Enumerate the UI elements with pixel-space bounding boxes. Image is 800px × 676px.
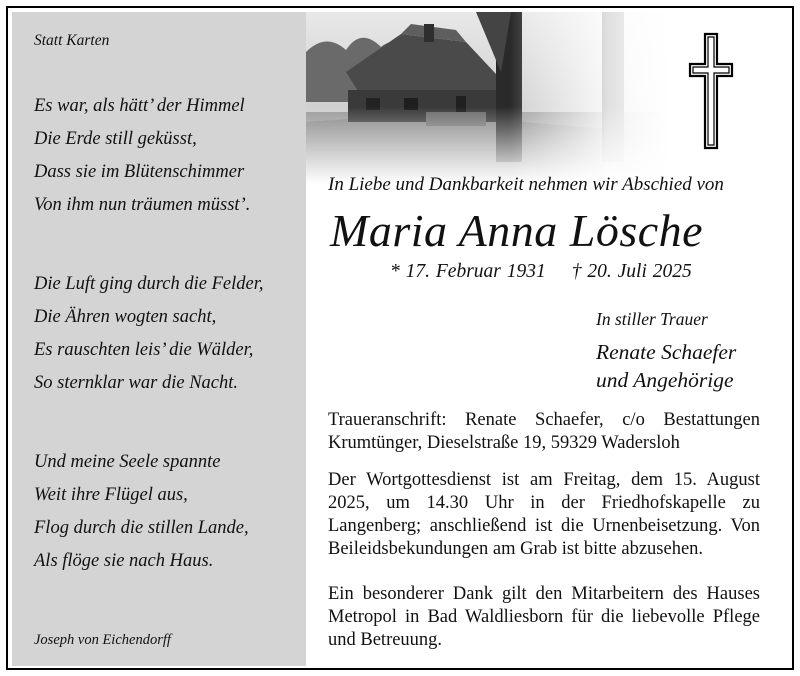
poem-line: Die Erde still geküsst, [34,129,197,149]
death-date: † 20. Juli 2025 [571,261,692,282]
cross-icon [688,32,734,150]
poem-line: Als flöge sie nach Haus. [34,551,214,571]
life-dates [390,261,692,283]
obituary-notice [6,6,794,670]
poem-panel [12,12,306,666]
poem-line: Weit ihre Flügel aus, [34,485,188,505]
poem-author: Joseph von Eichendorff [34,632,171,648]
mourner-relatives: und Angehörige [596,368,734,392]
poem-line: Die Ähren wogten sacht, [34,307,217,327]
mourner-name: Renate Schaefer [596,340,737,364]
poem-stanza-2 [34,268,264,400]
birth-date: * 17. Februar 1931 [390,261,546,282]
trauer-label: In stiller Trauer [596,309,708,329]
poem-line: Und meine Seele spannte [34,452,221,472]
poem-line: Es war, als hätt’ der Himmel [34,96,245,116]
poem-line: Die Luft ging durch die Felder, [34,274,264,294]
poem-line: Dass sie im Blütenschimmer [34,162,245,182]
deceased-name: Maria Anna Lösche [330,205,704,256]
service-info: Der Wortgottesdienst ist am Freitag, dem 15. August 2025, um 14.30 Uhr in der Friedhofskapelle zu Langenberg; anschließend ist die Urnenbeisetzung. Von Beileidsbekundungen am Grab ist bitte abzusehen. [328,470,760,559]
poem-header: Statt Karten [34,32,110,49]
mourning-address: Traueranschrift: Renate Schaefer, c/o Bestattungen Krumtünger, Dieselstraße 19, 59329 Wadersloh [328,410,760,453]
poem-stanza-3 [34,446,249,578]
poem-line: Flog durch die stillen Lande, [34,518,249,538]
intro-line: In Liebe und Dankbarkeit nehmen wir Abschied von [328,174,724,195]
mourners [596,338,736,394]
poem-line: Es rauschten leis’ die Wälder, [34,340,254,360]
poem-stanza-1 [34,90,250,222]
poem-line: So sternklar war die Nacht. [34,373,239,393]
thanks-note: Ein besonderer Dank gilt den Mitarbeitern des Hauses Metropol in Bad Waldliesborn für die liebevolle Pflege und Betreuung. [328,584,760,650]
poem-line: Von ihm nun träumen müsst’. [34,195,251,215]
